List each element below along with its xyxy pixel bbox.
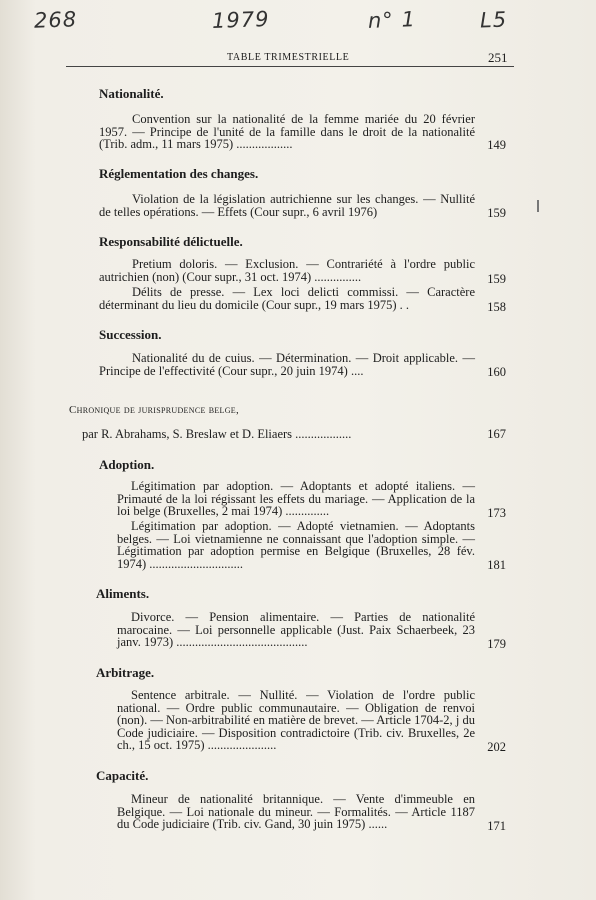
- section-heading: Nationalité.: [99, 86, 164, 101]
- entry-page-number: 202: [487, 740, 506, 754]
- index-entry: Divorce. — Pension alimentaire. — Parties de nationalité marocaine. — Loi personnelle applicable (Just. Paix Schaerbeek, 23 janv. 1973) ..........................................: [117, 610, 475, 650]
- entry-page-number: 160: [487, 365, 506, 379]
- section-heading: Réglementation des changes.: [99, 166, 259, 181]
- entry-page-number: 159: [487, 272, 506, 286]
- margin-mark: [537, 200, 539, 212]
- entry-page-number: 149: [487, 138, 506, 152]
- section-heading: Adoption.: [99, 457, 155, 472]
- index-entry: Légitimation par adoption. — Adopté vietnamien. — Adoptants belges. — Loi vietnamienne ne connaissant que l'adoption simple. — Légitimation par adoption permise en Belgique (Bruxelles, 28 fév. 1974) ..............................: [117, 519, 475, 571]
- section-heading: Capacité.: [96, 768, 149, 783]
- entry-page-number: 171: [487, 819, 506, 833]
- index-entry: Mineur de nationalité britannique. — Vente d'immeuble en Belgique. — Loi nationale du mineur. — Formalités. — Article 1187 du Code judiciaire (Trib. civ. Gand, 30 juin 1975) ......: [117, 792, 475, 832]
- entry-page-number: 181: [487, 558, 506, 572]
- section-heading: Arbitrage.: [96, 665, 155, 680]
- handwritten-number: 268: [33, 7, 78, 33]
- page-number: 251: [488, 50, 508, 65]
- entry-page-number: 173: [487, 506, 506, 520]
- index-entry: Violation de la législation autrichienne sur les changes. — Nullité de telles opérations. — Effets (Cour supr., 6 avril 1976): [99, 192, 475, 219]
- index-entry: Sentence arbitrale. — Nullité. — Violation de l'ordre public national. — Ordre public communautaire. — Obligation de renvoi (non). — Non-arbitrabilité en matière de brevet. — Article 1704-2, j du Code judiciaire. — Disposition contradictoire (Trib. civ. Bruxelles, 2e ch., 15 oct. 1975) ......................: [117, 688, 475, 753]
- entry-page-number: 167: [487, 427, 506, 441]
- index-entry: Délits de presse. — Lex loci delicti commissi. — Caractère déterminant du lieu du domicile (Cour supr., 19 mars 1975) . .: [99, 285, 475, 312]
- handwritten-issue: n° 1: [367, 7, 417, 33]
- section-heading: Aliments.: [96, 586, 150, 601]
- index-entry: Nationalité du de cuius. — Détermination. — Droit applicable. — Principe de l'effectivité (Cour supr., 20 juin 1974) ....: [99, 351, 475, 378]
- header-rule: [66, 66, 514, 67]
- handwritten-code: L5: [479, 7, 508, 33]
- running-head: TABLE TRIMESTRIELLE: [227, 52, 350, 63]
- entry-page-number: 179: [487, 637, 506, 651]
- section-heading: Responsabilité délictuelle.: [99, 234, 243, 249]
- entry-page-number: 159: [487, 206, 506, 220]
- handwritten-year: 1979: [211, 7, 270, 33]
- chronicle-title: Chronique de jurisprudence belge,: [69, 404, 240, 416]
- index-entry: Légitimation par adoption. — Adoptants et adopté italiens. — Primauté de la loi régissant les effets du mariage. — Application de la loi belge (Bruxelles, 2 mai 1974) ..............: [117, 479, 475, 519]
- index-entry: Pretium doloris. — Exclusion. — Contrariété à l'ordre public autrichien (non) (Cour supr., 31 oct. 1974) ...............: [99, 257, 475, 284]
- section-heading: Succession.: [99, 327, 162, 342]
- entry-page-number: 158: [487, 300, 506, 314]
- chronicle-authors: par R. Abrahams, S. Breslaw et D. Eliaers ..................: [82, 427, 352, 441]
- index-entry: Convention sur la nationalité de la femme mariée du 20 février 1957. — Principe de l'unité de la famille dans le droit de la nationalité (Trib. adm., 11 mars 1975) ..................: [99, 112, 475, 152]
